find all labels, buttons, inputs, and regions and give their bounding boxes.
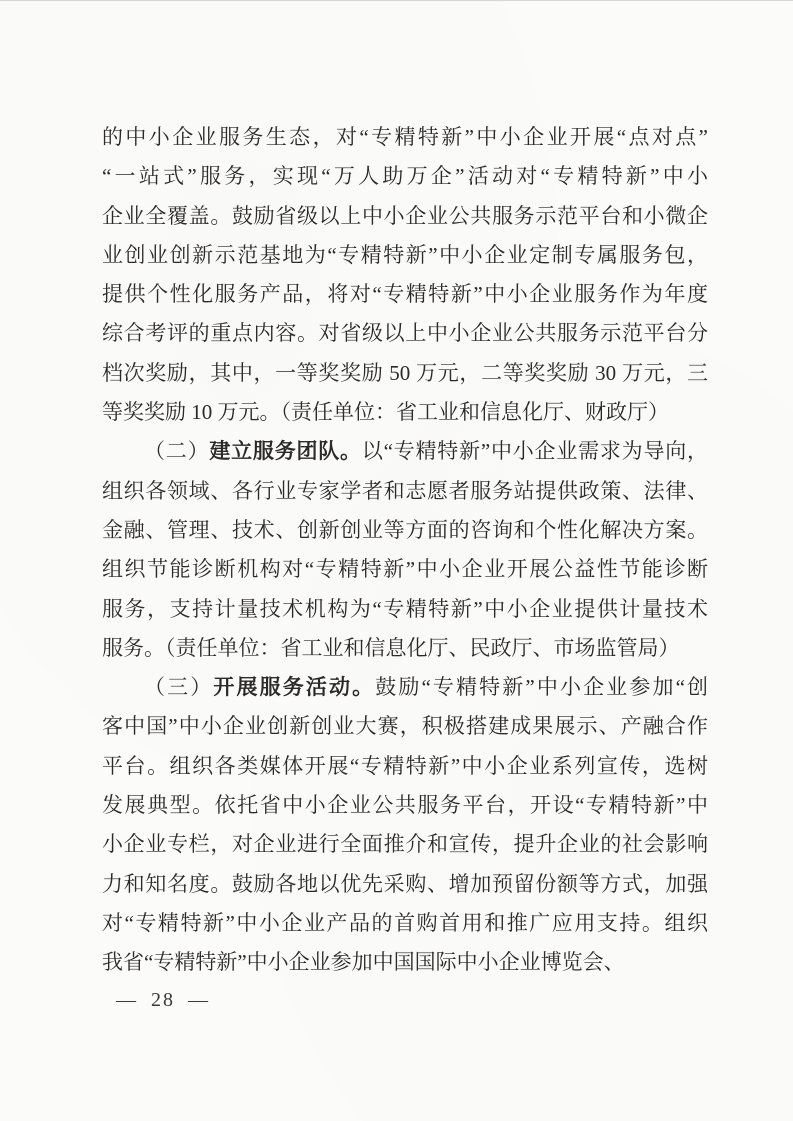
section-heading-title: 开展服务活动。 [213, 675, 376, 700]
text-line: 企业全覆盖。鼓励省级以上中小企业公共服务示范平台和小微企 [102, 203, 708, 228]
text-line: 我省“专精特新”中小企业参加中国国际中小企业博览会、 [102, 950, 625, 975]
text-line: 等奖奖励 10 万元。（责任单位：省工业和信息化厅、财政厅） [102, 400, 669, 425]
section-heading-text: 以“专精特新”中小企业需求为导向， [361, 439, 708, 464]
text-line: 组织各领域、各行业专家学者和志愿者服务站提供政策、法律、 [102, 478, 708, 503]
text-line: 提供个性化服务产品，将对“专精特新”中小企业服务作为年度 [102, 282, 708, 307]
text-line: 平台。组织各类媒体开展“专精特新”中小企业系列宣传，选树 [102, 753, 708, 778]
text-line: 档次奖励，其中，一等奖奖励 50 万元，二等奖奖励 30 万元，三 [102, 360, 708, 385]
document-body [102, 118, 708, 983]
text-line: 发展典型。依托省中小企业公共服务平台，开设“专精特新”中 [102, 793, 708, 818]
scan-edge-line [0, 0, 793, 1]
text-line: 服务，支持计量技术机构为“专精特新”中小企业提供计量技术 [102, 596, 708, 621]
text-line: 金融、管理、技术、创新创业等方面的咨询和个性化解决方案。 [102, 517, 708, 542]
text-line: 客中国”中小企业创新创业大赛，积极搭建成果展示、产融合作 [102, 714, 708, 739]
text-line: 服务。（责任单位：省工业和信息化厅、民政厅、市场监管局） [102, 635, 680, 660]
section-heading-prefix: （二） [144, 439, 210, 464]
section-heading-line [102, 432, 708, 471]
text-line: 力和知名度。鼓励各地以优先采购、增加预留份额等方式，加强 [102, 871, 708, 896]
text-line: 的中小企业服务生态，对“专精特新”中小企业开展“点对点” [102, 125, 708, 149]
text-line: “一站式”服务，实现“万人助万企”活动对“专精特新”中小 [102, 164, 708, 189]
page-number: — 28 — [116, 989, 210, 1011]
text-line: 综合考评的重点内容。对省级以上中小企业公共服务示范平台分 [102, 321, 708, 346]
section-heading-text: 鼓励“专精特新”中小企业参加“创 [375, 675, 708, 700]
text-line: 小企业专栏，对企业进行全面推介和宣传，提升企业的社会影响 [102, 832, 708, 857]
section-heading-line [102, 668, 708, 707]
text-line: 业创业创新示范基地为“专精特新”中小企业定制专属服务包， [102, 242, 708, 267]
section-heading-title: 建立服务团队。 [209, 439, 362, 464]
section-heading-prefix: （三） [144, 675, 214, 700]
text-line: 对“专精特新”中小企业产品的首购首用和推广应用支持。组织 [102, 910, 708, 935]
text-line: 组织节能诊断机构对“专精特新”中小企业开展公益性节能诊断 [102, 557, 708, 582]
